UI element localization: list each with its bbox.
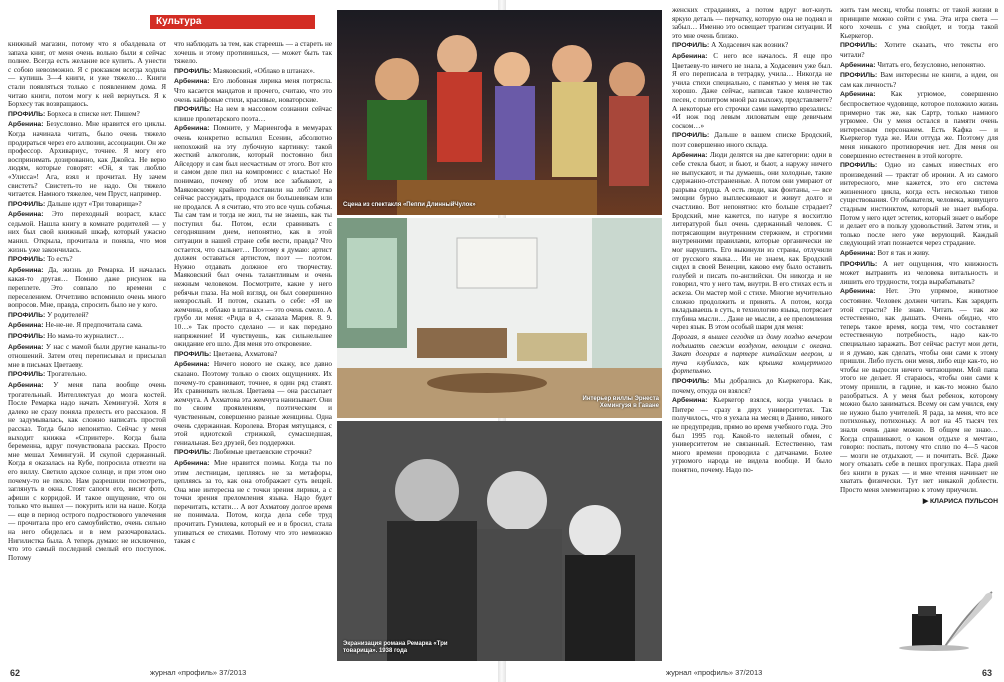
article-paragraph bbox=[8, 255, 166, 265]
article-paragraph bbox=[840, 287, 998, 494]
paragraph-text: Одно из самых известных его произведений — трактат об иронии. А из самого интересного, мне кажется, это его система жизненного цикла, когда есть несколько типов существования. От обывателя, человека, живущего стадным инстинктом, который не знает выбора. Потом у него идет эстетик, который знает о выборе и делает его в пользу удовольствий. Затем этик, и только после него уже верующий. Каждый следующий этап познается через страдание. bbox=[840, 161, 998, 248]
article-paragraph bbox=[672, 377, 832, 395]
film-still-image bbox=[337, 421, 662, 661]
paragraph-text: Помните, у Мариенгофа в мемуарах очень конкретно вспылил Есенин, абсолютно непохожий на эту лубочную картинку: такой жесткий алкоголик, который постоянно бил Айседору и сам был несчастным от этого. Вот кто и самом деле пил на компромисс с властью! Не понимаю, почему об этом все забывают, а Маяковскому крайнего поставили на лоб! Легко сейчас рассуждать, продался он большевикам или не продался. А я считаю, что это все чушь собачья. Ты сам там и тогда не жил, ты не знаешь, как ты поступил бы. Потом, если сравнивать с сегодняшним днем, непонятно, как в этой ситуации в нашей стране себя вести, правда? Что остается, что сыльнет… Поэтому я думаю: артист должен оставаться артистом, поэт — поэтом. Нужно отдавать должное его творчеству. Маяковский был очень талантливым и очень нежным человеком. Посмотрите, какие у него ребячьи глаза. На мой взгляд, он был совершенно невзрослый. И потом, сказать о себе: «Я не жемчина, я облако в штанах» — это очень смело. А грубо ли меня: «Рида в 4, сказала Мария. 8. 9. 10…» Так просто сделано — и как передано напряжение! И чувствуешь, как сильнельшее ожидание его шло. Для меня это откровение. bbox=[174, 124, 332, 349]
paragraph-text: Ничего нового не скажу, все давно сказано. Поэтому только о своих ощущениях. Их почему-то сравнивают, точнее, я один ряд ставят. Их сравнивать нельзя. Цветаева — она рассыпает жемчуга. А Ахматова эта жемчуга нанизывает. Они по своим проявлениям, поэтическим и чувственным, совершенно разные женщины. Одна очень сдержанная. Королева. Вторая мятущаяся, с этой идиотской стрижкой, сумасшедшая, гениальная. Без друзей, без поддержки. bbox=[174, 360, 332, 447]
footer-journal-left bbox=[150, 668, 246, 677]
article-paragraph bbox=[8, 370, 166, 380]
article-paragraph bbox=[672, 41, 832, 51]
paragraph-text: Трогательно. bbox=[47, 370, 87, 379]
paragraph-text: У меня папа вообще очень трогательный. Интеллектуал до мозга костей. После Ремарка надо начать Хемингуэй. Хотя я далеко не сразу поняла прелесть его рассказов. Я не задумывалась, как сложно написать простой рассказ. Тогда было непонятно. Сейчас у меня выходит книжка «Спринтер». Когда была беременна, вдруг почувствовала рассказ. Просто мне мешал Хемингуэй. И скупой сдержанный. Когда я оказалась на Кубе, попросила отвезти на его виллу. Светило адское солнце, и при этом оно почему-то не пекло. Нам разрешили посмотреть, заглянуть в окна. Стоят сапоги его, висит фото, афиши с корридой. И такое ощущение, что он только что вышел — покурить или на наше. Когда — еще в период острого подросткового увлечения — прочитала про его самоубийство, очень сильно на него обиделась и в нем разочаровалась. Нигилистка была. А теперь думаю: не исключено, что это самый последний смелый его поступок. Потому bbox=[8, 380, 166, 562]
article-paragraph bbox=[672, 131, 832, 149]
paragraph-text: Его любовная лирика меня потрясла. Что касается мандатов и прочего, считаю, что это очень кайфовые стихи, красивые, новаторские. bbox=[174, 77, 332, 104]
paragraph-text: То есть? bbox=[47, 255, 73, 264]
speaker-label: ПРОФИЛЬ: bbox=[174, 449, 214, 457]
article-paragraph bbox=[174, 124, 332, 348]
article-column-1 bbox=[8, 40, 166, 660]
theatre-stage-image bbox=[337, 10, 662, 215]
speaker-label: ПРОФИЛЬ: bbox=[8, 371, 48, 379]
paragraph-text: Любимые цветаевские строчки? bbox=[213, 448, 312, 457]
inkwell-illustration bbox=[894, 590, 994, 652]
footer-journal-text: журнал «профиль» 37/2013 bbox=[150, 668, 247, 677]
paragraph-text: Читать его, безусловно, непонятно. bbox=[877, 60, 986, 69]
paragraph-text: Безусловно. Мне нравится его циклы. Когда начинала читать, было очень тяжело продираться через его аллюзии, ассоциации. Он же профессор. Архивариус, точнее. Я могу его воспринимать дозированно, как Джойса. Не верю людям, которые говорят: «Ой, я так люблю «Улисса»! Ага, взял и прочитал. Ну зачем свистеть? Свистеть-то не надо. Он тяжело читается. Намного тяжелее, чем Пруст, например. bbox=[8, 120, 166, 199]
paragraph-text: Мы добрались до Кьеркегора. Как, почему, откуда он взялся? bbox=[672, 376, 832, 395]
article-paragraph bbox=[174, 360, 332, 447]
article-column-4 bbox=[840, 6, 998, 584]
paragraph-text: А Ходасевич как возник? bbox=[711, 41, 789, 50]
paragraph-text: Хотите сказать, что тексты его читали? bbox=[840, 41, 998, 59]
speaker-label: ПРОФИЛЬ: bbox=[840, 72, 881, 80]
article-paragraph bbox=[840, 90, 998, 160]
paragraph-text: У нас с мамой были другие каналы-то отношений. Затем отец переписывал и присылал мне в письмах Цветаеву. bbox=[8, 342, 166, 369]
villa-caption: Интерьер виллы Эрнеста Хемингуэя в Гаване bbox=[582, 396, 659, 409]
article-paragraph bbox=[8, 321, 166, 331]
speaker-label: ПРОФИЛЬ: bbox=[8, 200, 48, 208]
article-paragraph bbox=[8, 311, 166, 321]
speaker-label: Арбенина: bbox=[8, 381, 54, 389]
paragraph-text: Люди делятся на две категории: одни в себе стекла бьют, и бьют, и бьют, а наружу ничего не выпускают, и ты думаешь, они холодные, такие сдержанно-отстраненные. А потом они умирают от разрыва сердца. А есть люди, как фонтаны, — все эмоции бурно выплескивают и живут долго и счастливо. Вот непонятно: кто больше страдает? Бродский, мне кажется, по натуре я восхитлю литературой был очень сдержанный человек. С потрясающим внутренним стержнем, и строгими внутренними правилами, которые органически не мог нарушить. Его выкинули из страны, отлучили от русского языка… Ин не знаем, как Бродский сидел в своей Венеции, каково ему было оставить голубей и писать по-английски. Он никогда и не говорил, что у него там, внутри. В его стихах есть и аскеза. Он мастер мой с стихе. Многие мучительно сложно продолжить и принять. А потом, когда вкладываешь в суть, в технологию языка, потрясает глубина мысли… Даже не мысли, а ее преломления через язык. В этом особый шарм для меня: bbox=[672, 150, 832, 332]
paragraph-text: Цветаева, Ахматова? bbox=[213, 349, 278, 358]
article-paragraph bbox=[8, 200, 166, 210]
speaker-label: Арбенина: bbox=[8, 211, 52, 219]
article-paragraph bbox=[174, 77, 332, 104]
paragraph-text: Маяковский, «Облако в штанах». bbox=[213, 66, 315, 75]
paragraph-text: Не-не-не. Я предпочитала сама. bbox=[45, 321, 143, 330]
paragraph-text: книжный магазин, потому что я обалдевала от запаха книг, от меня очень вольно были я сейчас полнее. Всегда есть желание все купить. А унести с собою невозможно. Я с рюкзаком всегда ходила — купишь 3—4 книги, и уже тяжело… Книги стали появляться только с появлением дома. Я читаю книги, потом могу к ней вернуться. Я к Борхесу так возвращаюсь. bbox=[8, 40, 166, 109]
footer-journal-right bbox=[666, 668, 762, 677]
article-paragraph bbox=[174, 448, 332, 458]
article-paragraph bbox=[8, 40, 166, 109]
paragraph-text: Дальше в вашем списке Бродский, поэт совершенно иного склада. bbox=[672, 131, 832, 149]
paragraph-text: У родителей? bbox=[47, 310, 89, 319]
paragraph-text: женских страданиях, а потом вдруг вот-кнуть яркую деталь — перчатку, которую она не поднял и забыл… Именно это освещает трагизм ситуации. И это мне очень близко. bbox=[672, 6, 832, 40]
paragraph-text: Как угрюмое, совершенно беспросветное чудовище, которое положило жизнь примерно так же, как Сартр, только намного угрюмее. Он у меня остался в памяти очень интересным персонажем. Есть Кафка — и Кьеркегор туда же. Или оттуда же. Поэтому для меня никакого противоречия нет. Для меня он совершенно естественен в этой когорте. bbox=[840, 90, 998, 160]
villa-interior-image bbox=[337, 218, 662, 418]
page-number-62: 62 bbox=[10, 668, 21, 678]
speaker-label: ПРОФИЛЬ: bbox=[672, 132, 715, 140]
paragraph-text: что наблюдать за тем, как стареешь — а стареть не хочешь и этому противишься, — может быть так тяжело. bbox=[174, 40, 332, 66]
article-paragraph bbox=[840, 249, 998, 259]
speaker-label: Арбенина: bbox=[840, 91, 891, 99]
speaker-label: ПРОФИЛЬ: bbox=[8, 256, 48, 264]
article-paragraph bbox=[840, 61, 998, 71]
article-paragraph bbox=[672, 52, 832, 130]
paragraph-text: Это переходный возраст, класс седьмой. Нашла книгу в комнате родителей — у них был свой книжный шкаф, который ужасно манил. Открыла, прочитала и поняла, что моя жизнь уже закончилась. bbox=[8, 210, 166, 254]
paragraph-text: На нем в массовом сознании сейчас клише пролетарского поэта… bbox=[174, 105, 332, 123]
article-column-2 bbox=[174, 40, 332, 660]
speaker-label: ПРОФИЛЬ: bbox=[672, 377, 714, 385]
paragraph-text: Вот я так и живу. bbox=[877, 249, 930, 258]
article-paragraph bbox=[840, 161, 998, 248]
paragraph-text: жить там месяц, чтобы понять: от такой жизни в принципе можно сойти с ума. Эта игра света — кого хочешь с ума свойдет, и тогда такой Кьеркегор. bbox=[840, 6, 998, 40]
speaker-label: Арбенина: bbox=[672, 52, 714, 60]
speaker-label: ПРОФИЛЬ: bbox=[174, 67, 214, 75]
speaker-label: Арбенина: bbox=[174, 459, 215, 467]
paragraph-text: Мне нравится поэмы. Когда ты по этим лестницам, цепляясь не за метафоры, цепляясь за то, как она отображает суть вещей. Она мне интересна не с точки зрения лирики, а с точки зрения преломления языка. Надо будет перечитать, кстати… А вот Ахматову долгое время не понимала. Потом, когда дела себе труд прочитать Гумилева, который ее и в бросил, стала упиваться ее стихами. Потому что это немножко такая с bbox=[174, 458, 332, 546]
speaker-label: Арбенина: bbox=[8, 343, 46, 351]
speaker-label: Арбенина: bbox=[840, 61, 878, 69]
article-paragraph bbox=[672, 6, 832, 40]
paragraph-text: Дальше идут «Три товарища»? bbox=[47, 199, 142, 208]
page-number-right bbox=[982, 668, 992, 678]
speaker-label: Арбенина: bbox=[672, 397, 714, 405]
film-caption: Экранизация романа Ремарка «Три товарища». 1938 года bbox=[343, 641, 448, 654]
speaker-label: ПРОФИЛЬ: bbox=[840, 260, 883, 268]
author-byline: ▶ КЛАРИСА ПУЛЬСОН bbox=[922, 497, 998, 505]
article-paragraph bbox=[840, 41, 998, 59]
article-paragraph bbox=[840, 71, 998, 89]
article-paragraph bbox=[8, 343, 166, 370]
speaker-label: Арбенина: bbox=[8, 266, 49, 274]
speaker-label: ПРОФИЛЬ: bbox=[8, 333, 48, 340]
article-paragraph bbox=[174, 40, 332, 66]
speaker-label: ПРОФИЛЬ: bbox=[840, 162, 885, 170]
speaker-label: ПРОФИЛЬ: bbox=[8, 311, 48, 319]
speaker-label: ПРОФИЛЬ: bbox=[174, 106, 215, 114]
speaker-label: ПРОФИЛЬ: bbox=[840, 42, 885, 50]
article-paragraph bbox=[8, 266, 166, 310]
article-paragraph bbox=[8, 210, 166, 254]
footer-journal-text-right: журнал «профиль» 37/2013 bbox=[666, 668, 763, 677]
speaker-label: ПРОФИЛЬ: bbox=[672, 42, 712, 50]
paragraph-text: Да, жизнь до Ремарка. И началась какая-то другая… Помню даже рисунок на переплете. Это совпало по времени с переселением. Отчетливо вспомнило очень много вопросов. Мне, правда, спросить было не у кого. bbox=[8, 265, 166, 310]
speaker-label: Арбенина: bbox=[840, 288, 886, 296]
paragraph-text: Вам интересны не книги, а идеи, он сам как личность? bbox=[840, 71, 998, 89]
article-paragraph bbox=[174, 459, 332, 546]
article-column-3 bbox=[672, 6, 832, 661]
paragraph-text: А нет ощущения, что книжность может вытравить из человека витальность и лишить его трудности, тогда вырабатывать? bbox=[840, 259, 998, 286]
article-paragraph bbox=[672, 396, 832, 474]
article-paragraph bbox=[840, 6, 998, 40]
page-number-left bbox=[10, 668, 20, 678]
article-paragraph bbox=[174, 105, 332, 123]
article-paragraph bbox=[8, 381, 166, 562]
speaker-label: Арбенина: bbox=[8, 322, 46, 330]
article-paragraph bbox=[672, 151, 832, 332]
article-paragraph bbox=[8, 332, 166, 342]
paragraph-text: Нет. Это упрямое, животное состояние. Человек должен читать. Как зарядить этой страсти? Не знаю. Читать — так же естественно, как дышать. Очень обидно, что теперь такое время, когда тем, что составляет естественную потребность, надо как-то специально заражать. Вот сейчас растут мои дети, и я думаю, как сделать, чтобы они сами к этому пришли. Либо пусть они меня, либо еще как-то, но чтобы не выросли ничего читающими. Мой папа этого не делает. Я стараюсь, чтобы они сами к этому пришли, в гадине, и как-то можно было разобраться. А у меня был ребенок, которому можно было заниматься. Всему он сам учился, ему не нужно было учителей. Я рада, за меня, что все потихоньку, потихоньку. А вот на 45 тысяч тех знали очень даже можно. В общем не знаю… Когда спрашивают, о каком отдыхе я мечтаю, говорю: поспать, потому что сплю по 4—5 часов — мозги не отдыхают, — и почитать. Всё. Даже могу отказать себе в пеших прогулках. Пара дней без книги в руках — и мне чтения начинает не хватать физически. Тут нет никакой доблести. Просто меня элементарно к этому приучили. bbox=[840, 287, 998, 495]
article-paragraph bbox=[174, 67, 332, 77]
theatre-caption: Сцена из спектакля «Пеппи ДлинныйЧулок» bbox=[343, 202, 476, 208]
speaker-label: Арбенина: bbox=[840, 250, 878, 258]
speaker-label: Арбенина: bbox=[174, 361, 214, 369]
paragraph-text: Борхеса в списке нет. Пишем? bbox=[47, 109, 140, 118]
speaker-label: Арбенина: bbox=[672, 151, 710, 159]
film-photo bbox=[337, 421, 662, 661]
page-number-63: 63 bbox=[982, 668, 993, 678]
theatre-photo bbox=[337, 10, 662, 215]
article-paragraph bbox=[174, 350, 332, 360]
paragraph-text: С него все началось. Я еще про Цветаеву-то ничего не знала, а Ходасевич уже был. Я его переписала в тетрадку, учила… Никогда не учила стихи специально, с памятью у меня не так хорошо. Даже сейчас, написав такое количество песен, с попитром мной раз выхожу, представляете? А некоторые его строчки сами намертво врезались: «И нож под левым лиловатым еще девичьим соском…» bbox=[672, 51, 832, 130]
speaker-label: ПРОФИЛЬ: bbox=[8, 110, 48, 118]
speaker-label: Арбенина: bbox=[174, 125, 214, 133]
villa-photo bbox=[337, 218, 662, 418]
right-page bbox=[666, 0, 1004, 682]
speaker-label: ПРОФИЛЬ: bbox=[174, 350, 214, 358]
rubric-label: Культура bbox=[150, 15, 315, 29]
paragraph-text: Кьеркегор взялся, когда училась в Питере — сразу в двух университетах. Так получилось, что я уехала на месяц в Данию, никого не предупредив, прямо во время учебного года. Это был 1995 год. Какой-то нелепый обмен, с университетом не связанный. Естественно, там много времени проводила с датчанами. Более угрюмого народа не видела вообще. И было понятно, почему. Надо по- bbox=[672, 396, 832, 474]
paragraph-text: Но мама-то журналист… bbox=[47, 332, 125, 340]
article-paragraph bbox=[840, 260, 998, 287]
speaker-label: Арбенина: bbox=[8, 121, 47, 129]
inkwell-icon bbox=[894, 590, 994, 652]
speaker-label: Арбенина: bbox=[174, 78, 213, 86]
article-paragraph bbox=[8, 120, 166, 198]
article-paragraph bbox=[8, 110, 166, 120]
quote-paragraph: Дорогая, я вышел сегодня из дому поздно вечером подышать свежим воздухом, веющим с океана. Закат догорал в партере китайским веером, и туча клубилась, как крышка концертного фортепьяно. bbox=[672, 332, 832, 376]
